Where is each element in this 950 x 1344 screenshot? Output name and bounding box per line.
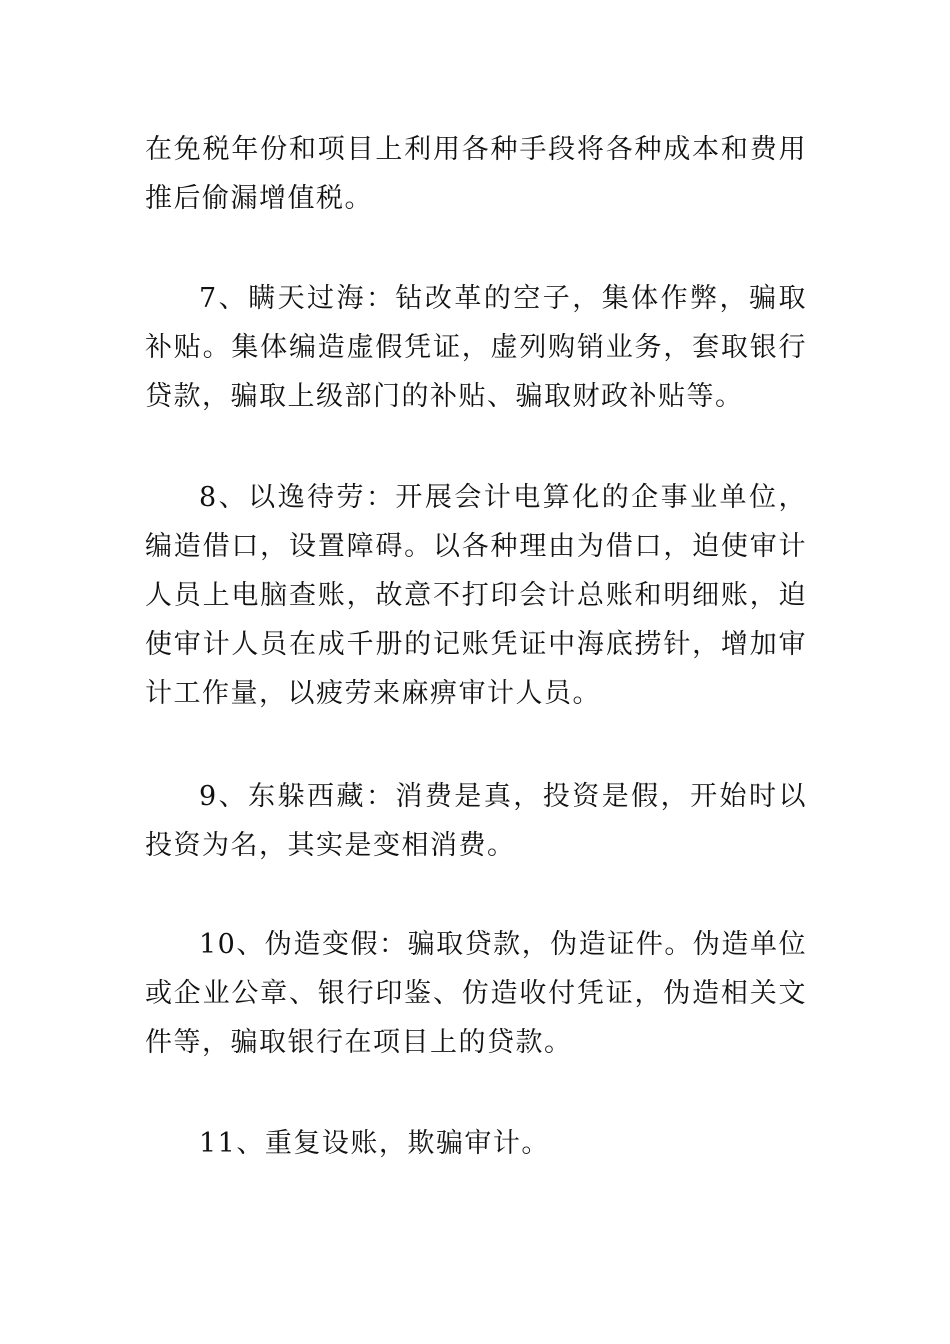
paragraph-item-8: 8、以逸待劳：开展会计电算化的企事业单位，编造借口，设置障碍。以各种理由为借口，迫使审计人员上电脑查账，故意不打印会计总账和明细账，迫使审计人员在成千册的记账凭证中海底捞针，增加审计工作量，以疲劳来麻痹审计人员。 bbox=[145, 482, 807, 709]
paragraph-continuation: 在免税年份和项目上利用各种手段将各种成本和费用推后偷漏增值税。 bbox=[145, 134, 807, 214]
paragraph-item-9: 9、东躲西藏：消费是真，投资是假，开始时以投资为名，其实是变相消费。 bbox=[145, 781, 807, 861]
paragraph-item-7: 7、瞒天过海：钻改革的空子，集体作弊，骗取补贴。集体编造虚假凭证，虚列购销业务，套取银行贷款，骗取上级部门的补贴、骗取财政补贴等。 bbox=[145, 283, 807, 412]
paragraph-item-11: 11、重复设账，欺骗审计。 bbox=[199, 1128, 550, 1159]
paragraph-item-10: 10、伪造变假：骗取贷款，伪造证件。伪造单位或企业公章、银行印鉴、仿造收付凭证，伪造相关文件等，骗取银行在项目上的贷款。 bbox=[145, 929, 807, 1058]
